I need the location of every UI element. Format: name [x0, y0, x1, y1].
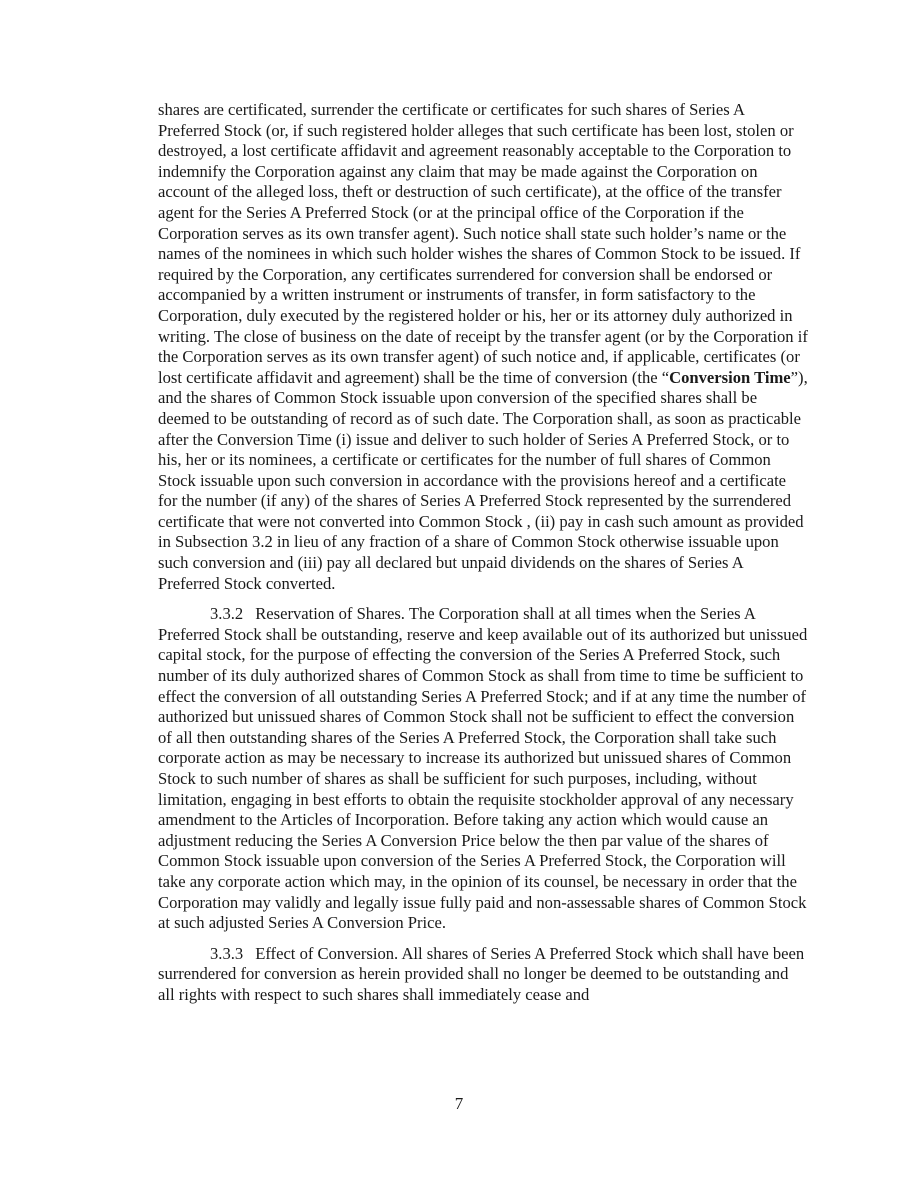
section-3-3-2: [158, 604, 808, 934]
section-heading: Effect of Conversion.: [255, 943, 399, 963]
section-number: 3.3.2: [210, 604, 244, 624]
section-heading: Reservation of Shares.: [255, 604, 405, 624]
section-3-3-3: [158, 944, 808, 1006]
defined-term-conversion-time: Conversion Time: [669, 367, 791, 387]
page-number: 7: [454, 1094, 464, 1113]
paragraph-text: ”), and the shares of Common Stock issuable upon conversion of the specified shares shall be deemed to be outstanding of record as of such date. The Corporation shall, as soon as practicable after the Conversion Time (i) issue and deliver to such holder of Series A Preferred Stock, or to his, her or its nominees, a certificate or certificates for the number of full shares of Common Stock issuable upon such conversion in accordance with the provisions hereof and a certificate for the number (if any) of the shares of Series A Preferred Stock represented by the surrendered certificate that were not converted into Common Stock , (ii) pay in cash such amount as provided in Subsection 3.2 in lieu of any fraction of a share of Common Stock otherwise issuable upon such conversion and (iii) pay all declared but unpaid dividends on the shares of Series A Preferred Stock converted.: [158, 367, 808, 593]
section-text: All shares of Series A Preferred Stock which shall have been surrendered for conversion as herein provided shall no longer be deemed to be outstanding and all rights with respect to such shares shall immediately cease and: [158, 943, 805, 1004]
paragraph-conversion-procedure: [158, 100, 808, 594]
document-body: [158, 100, 808, 1016]
paragraph-text: shares are certificated, surrender the certificate or certificates for such shares of Series A Preferred Stock (or, if such registered holder alleges that such certificate has been lost, stolen or destroyed, a lost certificate affidavit and agreement reasonably acceptable to the Corporation to indemnify the Corporation against any claim that may be made against the Corporation on account of the alleged loss, theft or destruction of such certificate), at the office of the transfer agent for the Series A Preferred Stock (or at the principal office of the Corporation if the Corporation serves as its own transfer agent). Such notice shall state such holder’s name or the names of the nominees in which such holder wishes the shares of Common Stock to be issued. If required by the Corporation, any certificates surrendered for conversion shall be endorsed or accompanied by a written instrument or instruments of transfer, in form satisfactory to the Corporation, duly executed by the registered holder or his, her or its attorney duly authorized in writing. The close of business on the date of receipt by the transfer agent (or by the Corporation if the Corporation serves as its own transfer agent) of such notice and, if applicable, certificates (or lost certificate affidavit and agreement) shall be the time of conversion (the “: [158, 100, 808, 387]
section-number: 3.3.3: [210, 943, 244, 963]
section-text: The Corporation shall at all times when the Series A Preferred Stock shall be outstanding, reserve and keep available out of its authorized but unissued capital stock, for the purpose of effecting the conversion of the Series A Preferred Stock, such number of its duly authorized shares of Common Stock as shall from time to time be sufficient to effect the conversion of all outstanding Series A Preferred Stock; and if at any time the number of authorized but unissued shares of Common Stock shall not be sufficient to effect the conversion of all then outstanding shares of the Series A Preferred Stock, the Corporation shall take such corporate action as may be necessary to increase its authorized but unissued shares of Common Stock to such number of shares as shall be sufficient for such purposes, including, without limitation, engaging in best efforts to obtain the requisite stockholder approval of any necessary amendment to the Articles of Incorporation. Before taking any action which would cause an adjustment reducing the Series A Conversion Price below the then par value of the shares of Common Stock issuable upon conversion of the Series A Preferred Stock, the Corporation will take any corporate action which may, in the opinion of its counsel, be necessary in order that the Corporation may validly and legally issue fully paid and non-assessable shares of Common Stock at such adjusted Series A Conversion Price.: [158, 604, 808, 933]
